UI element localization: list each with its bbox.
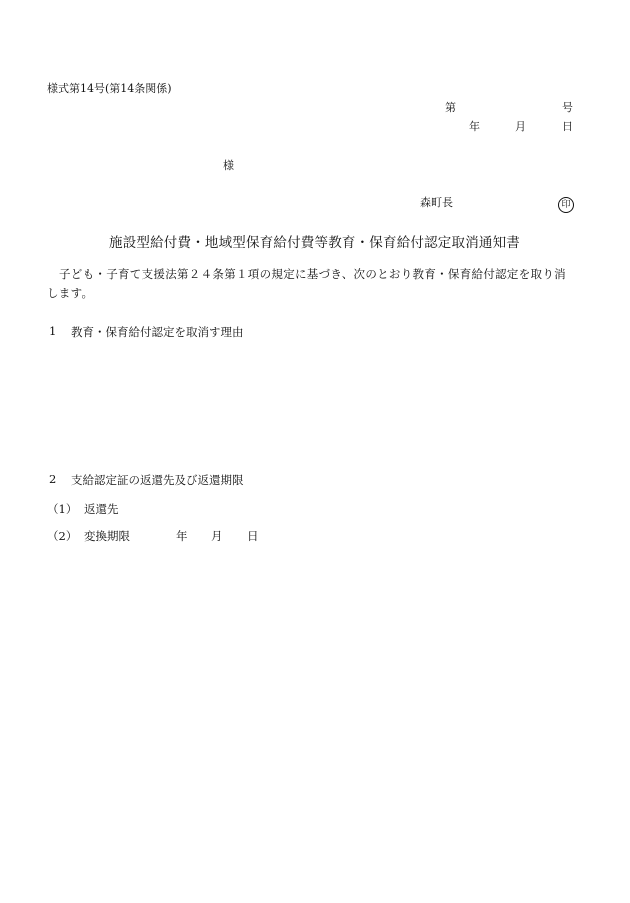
section-2-heading: 支給認定証の返還先及び返還期限 [71, 473, 244, 487]
issue-date-year: 年 [469, 120, 480, 133]
item-1-number: （1） [47, 502, 78, 516]
seal-mark: 印 [558, 197, 574, 213]
item-2-month: 月 [211, 529, 223, 543]
issue-date-month: 月 [515, 120, 526, 133]
item-2-label: 変換期限 [84, 529, 130, 543]
item-2-number: （2） [47, 529, 78, 543]
body-paragraph: 子ども・子育て支援法第２４条第１項の規定に基づき、次のとおり教育・保育給付認定を取り消します。 [47, 267, 566, 300]
document-number-prefix: 第 [445, 101, 456, 114]
document-title: 施設型給付費・地域型保育給付費等教育・保育給付認定取消通知書 [109, 235, 520, 251]
item-2-day: 日 [247, 529, 259, 543]
issuer-name: 森町長 [420, 196, 453, 209]
form-label: 様式第14号(第14条関係) [47, 82, 172, 95]
section-2-number: 2 [49, 472, 57, 486]
addressee-suffix: 様 [223, 159, 234, 172]
section-1-heading: 教育・保育給付認定を取消す理由 [71, 325, 244, 339]
section-1-number: 1 [49, 324, 57, 338]
item-2-year: 年 [176, 529, 188, 543]
document-number-suffix: 号 [562, 101, 573, 114]
issue-date-day: 日 [562, 120, 573, 133]
item-1-label: 返還先 [84, 502, 119, 516]
seal-icon [558, 192, 574, 213]
